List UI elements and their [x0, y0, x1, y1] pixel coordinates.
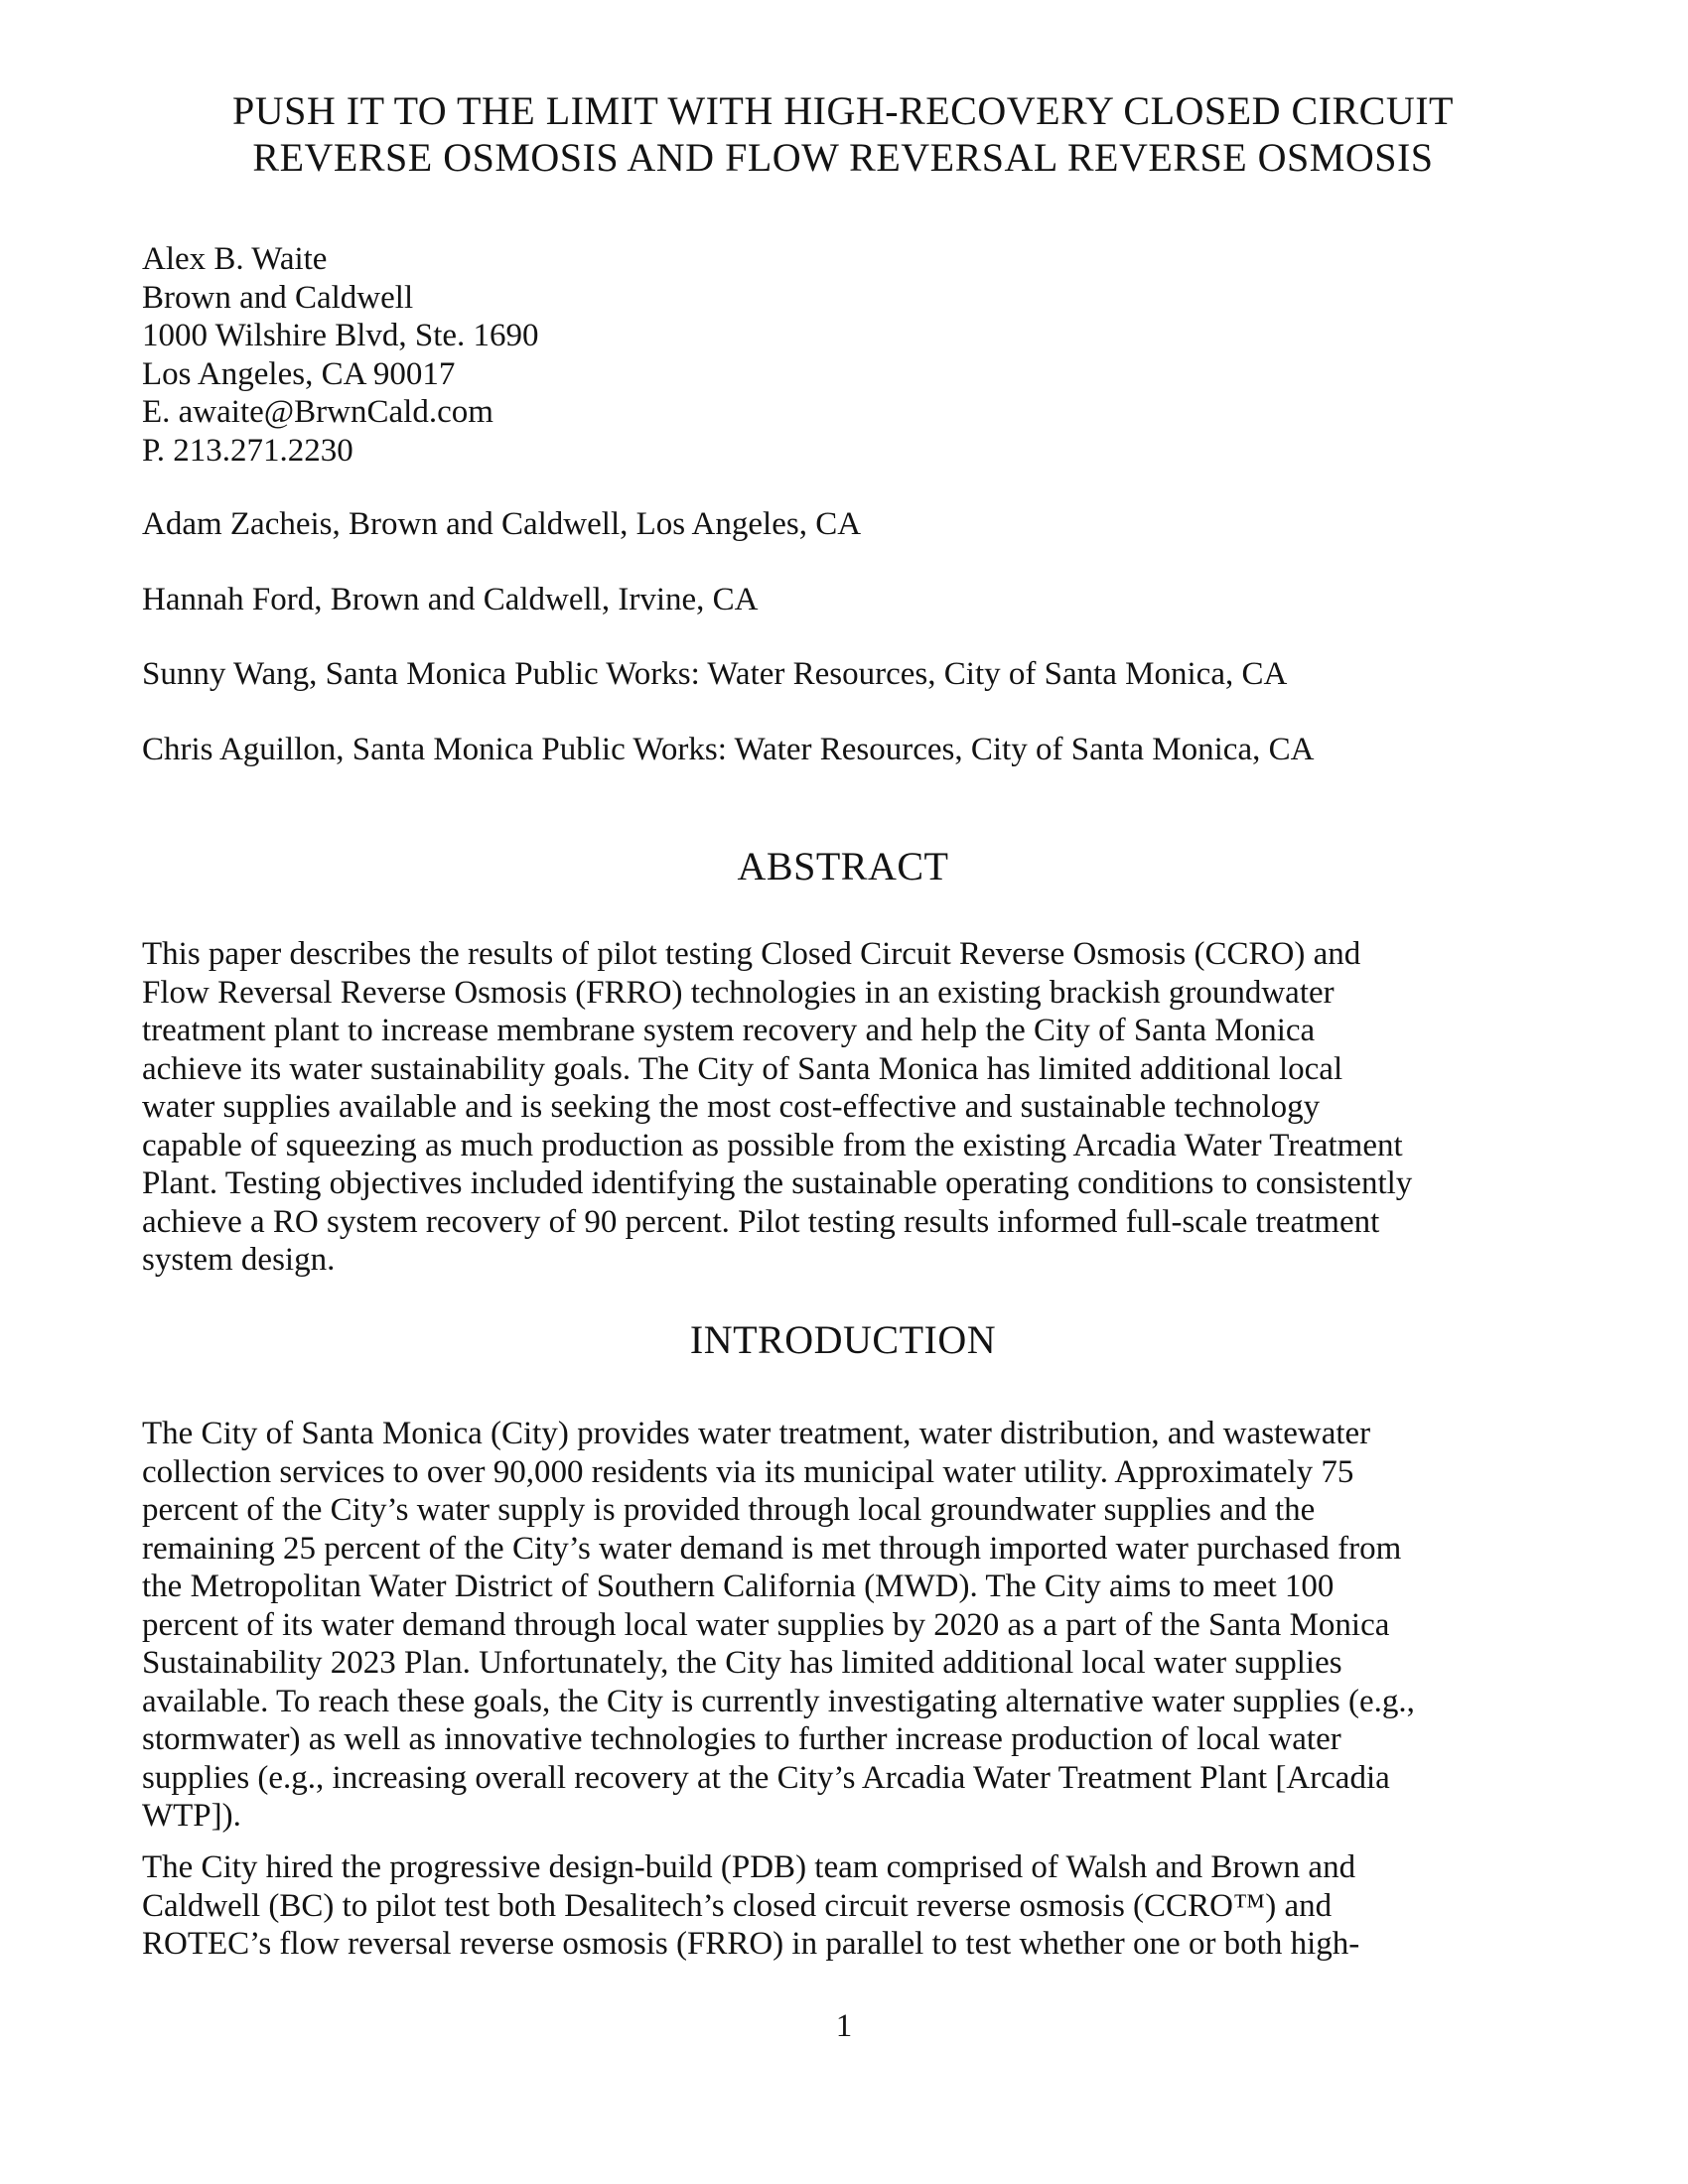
author-contact-line: E. awaite@BrwnCald.com [142, 394, 493, 430]
introduction-text-line: WTP]). [142, 1798, 241, 1834]
abstract-text-line: Plant. Testing objectives included identifying the sustainable operating conditions to consistently [142, 1165, 1413, 1201]
abstract-text-line: system design. [142, 1242, 336, 1278]
abstract-text-line: achieve a RO system recovery of 90 percent. Pilot testing results informed full-scale treatment [142, 1203, 1380, 1240]
author-contact-line: Los Angeles, CA 90017 [142, 355, 456, 392]
coauthor-line: Sunny Wang, Santa Monica Public Works: Water Resources, City of Santa Monica, CA [142, 656, 1288, 692]
introduction-paragraph-1 [142, 1415, 1415, 1836]
page-number: 1 [835, 2008, 853, 2044]
paper-title-line: PUSH IT TO THE LIMIT WITH HIGH-RECOVERY CLOSED CIRCUIT [232, 88, 1454, 133]
paper-title [142, 87, 1544, 181]
coauthor-line: Chris Aguillon, Santa Monica Public Works: Water Resources, City of Santa Monica, CA [142, 732, 1315, 767]
introduction-text-line: The City of Santa Monica (City) provides water treatment, water distribution, and wastewater [142, 1416, 1371, 1451]
paper-title-line: REVERSE OSMOSIS AND FLOW REVERSAL REVERSE OSMOSIS [252, 135, 1434, 180]
introduction-text-line: Sustainability 2023 Plan. Unfortunately, the City has limited additional local water supplies [142, 1645, 1342, 1681]
abstract-text-line: Flow Reversal Reverse Osmosis (FRRO) technologies in an existing brackish groundwater [142, 974, 1335, 1011]
author-contact-line: Brown and Caldwell [142, 279, 414, 316]
author-contact-line: Alex B. Waite [142, 241, 328, 277]
page-content [142, 0, 1544, 2184]
introduction-text-line: remaining 25 percent of the City’s water demand is met through imported water purchased from [142, 1530, 1402, 1567]
abstract-paragraph [142, 935, 1412, 1280]
introduction-text-line: ROTEC’s flow reversal reverse osmosis (FRRO) in parallel to test whether one or both high- [142, 1926, 1360, 1962]
introduction-text-line: collection services to over 90,000 residents via its municipal water utility. Approximately 75 [142, 1453, 1354, 1490]
section-heading-abstract: ABSTRACT [737, 844, 949, 888]
introduction-text-line: The City hired the progressive design-build (PDB) team comprised of Walsh and Brown and [142, 1849, 1356, 1885]
introduction-text-line: percent of its water demand through local water supplies by 2020 as a part of the Santa Monica [142, 1606, 1390, 1643]
abstract-text-line: This paper describes the results of pilot testing Closed Circuit Reverse Osmosis (CCRO) and [142, 936, 1361, 972]
introduction-text-line: stormwater) as well as innovative technologies to further increase production of local water [142, 1721, 1341, 1757]
primary-author-contact-block [142, 240, 539, 470]
abstract-text-line: treatment plant to increase membrane system recovery and help the City of Santa Monica [142, 1013, 1316, 1048]
introduction-text-line: the Metropolitan Water District of Southern California (MWD). The City aims to meet 100 [142, 1569, 1335, 1604]
introduction-text-line: supplies (e.g., increasing overall recovery at the City’s Arcadia Water Treatment Plant [Arcadia [142, 1759, 1390, 1796]
introduction-text-line: Caldwell (BC) to pilot test both Desalitech’s closed circuit reverse osmosis (CCRO™) and [142, 1887, 1333, 1924]
coauthor-line: Hannah Ford, Brown and Caldwell, Irvine, CA [142, 582, 759, 617]
introduction-text-line: percent of the City’s water supply is provided through local groundwater supplies and the [142, 1492, 1316, 1528]
introduction-text-line: available. To reach these goals, the City is currently investigating alternative water supplies (e.g., [142, 1683, 1415, 1719]
author-contact-line: P. 213.271.2230 [142, 432, 353, 469]
abstract-text-line: capable of squeezing as much production as possible from the existing Arcadia Water Treatment [142, 1127, 1403, 1163]
author-contact-line: 1000 Wilshire Blvd, Ste. 1690 [142, 318, 539, 353]
abstract-text-line: water supplies available and is seeking the most cost-effective and sustainable technology [142, 1089, 1321, 1125]
introduction-paragraph-2 [142, 1848, 1359, 1964]
coauthor-line: Adam Zacheis, Brown and Caldwell, Los Angeles, CA [142, 506, 862, 542]
abstract-text-line: achieve its water sustainability goals. The City of Santa Monica has limited additional local [142, 1050, 1343, 1087]
section-heading-introduction: INTRODUCTION [689, 1317, 997, 1362]
